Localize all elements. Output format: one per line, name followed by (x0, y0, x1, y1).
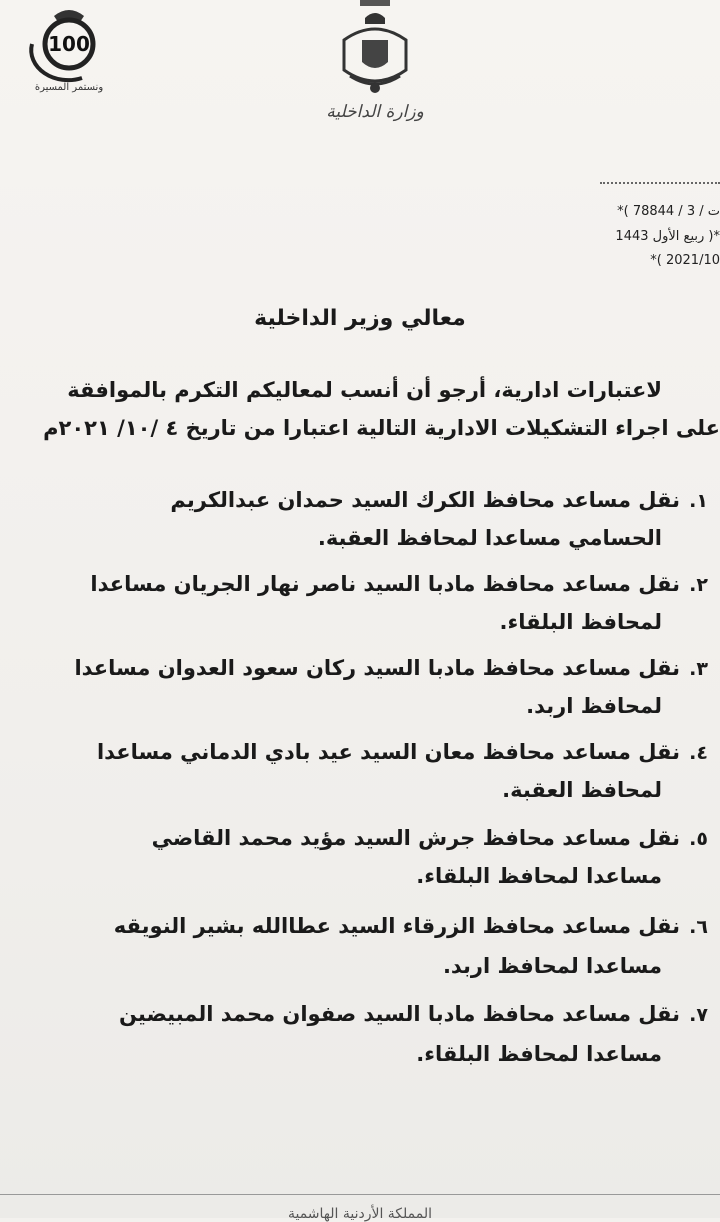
ministry-name: وزارة الداخلية (326, 102, 424, 122)
item-line-1: نقل مساعد محافظ الزرقاء السيد عطاالله بشير النويقه (113, 914, 680, 938)
item-line-1: نقل مساعد محافظ مادبا السيد صفوان محمد المبيضين (118, 1002, 680, 1026)
reference-number: *( 78844 / ت / 3 (617, 204, 720, 219)
logo-number: 100 (48, 32, 90, 56)
reference-divider (600, 182, 720, 184)
item-line-2: الحسامي مساعدا لمحافظ العقبة. (317, 526, 662, 550)
item-number: ٧. (689, 1004, 708, 1026)
item-number: ٢. (689, 574, 708, 596)
coat-of-arms (332, 0, 418, 110)
reference-date: *( 2021/10 (650, 253, 720, 268)
footer-text: المملكة الأردنية الهاشمية (287, 1206, 433, 1222)
intro-line-1: لاعتبارات ادارية، أرجو أن أنسب لمعاليكم التكرم بالموافقة (67, 378, 662, 402)
item-line-2: لمحافظ اربد. (526, 694, 662, 718)
intro-line-2: على اجراء التشكيلات الادارية التالية اعتبارا من تاريخ ٤ /١٠/ ٢٠٢١م (43, 416, 720, 440)
item-line-2: مساعدا لمحافظ اربد. (442, 954, 662, 978)
reference-hijri-date: ربيع الأول 1443 )* (615, 229, 720, 244)
item-number: ٤. (689, 742, 708, 764)
addressee: معالي وزير الداخلية (254, 306, 466, 331)
footer-divider (0, 1194, 720, 1195)
item-line-1: نقل مساعد محافظ مادبا السيد ركان سعود العدوان مساعدا (74, 656, 680, 680)
item-number: ٣. (689, 658, 708, 680)
item-line-2: لمحافظ العقبة. (502, 778, 662, 802)
item-number: ٦. (689, 916, 708, 938)
centennial-logo (14, 4, 124, 96)
item-line-2: لمحافظ البلقاء. (499, 610, 662, 634)
item-line-1: نقل مساعد محافظ جرش السيد مؤيد محمد القاضي (151, 826, 680, 850)
logo-caption: ونستمر المسيرة (34, 82, 104, 93)
item-line-1: نقل مساعد محافظ مادبا السيد ناصر نهار الجريان مساعدا (90, 572, 680, 596)
item-number: ٥. (689, 828, 708, 850)
item-line-2: مساعدا لمحافظ البلقاء. (416, 1042, 662, 1066)
item-line-1: نقل مساعد محافظ الكرك السيد حمدان عبدالكريم (170, 488, 680, 512)
item-line-2: مساعدا لمحافظ البلقاء. (416, 864, 662, 888)
item-number: ١. (689, 490, 708, 512)
item-line-1: نقل مساعد محافظ معان السيد عيد بادي الدماني مساعدا (96, 740, 680, 764)
